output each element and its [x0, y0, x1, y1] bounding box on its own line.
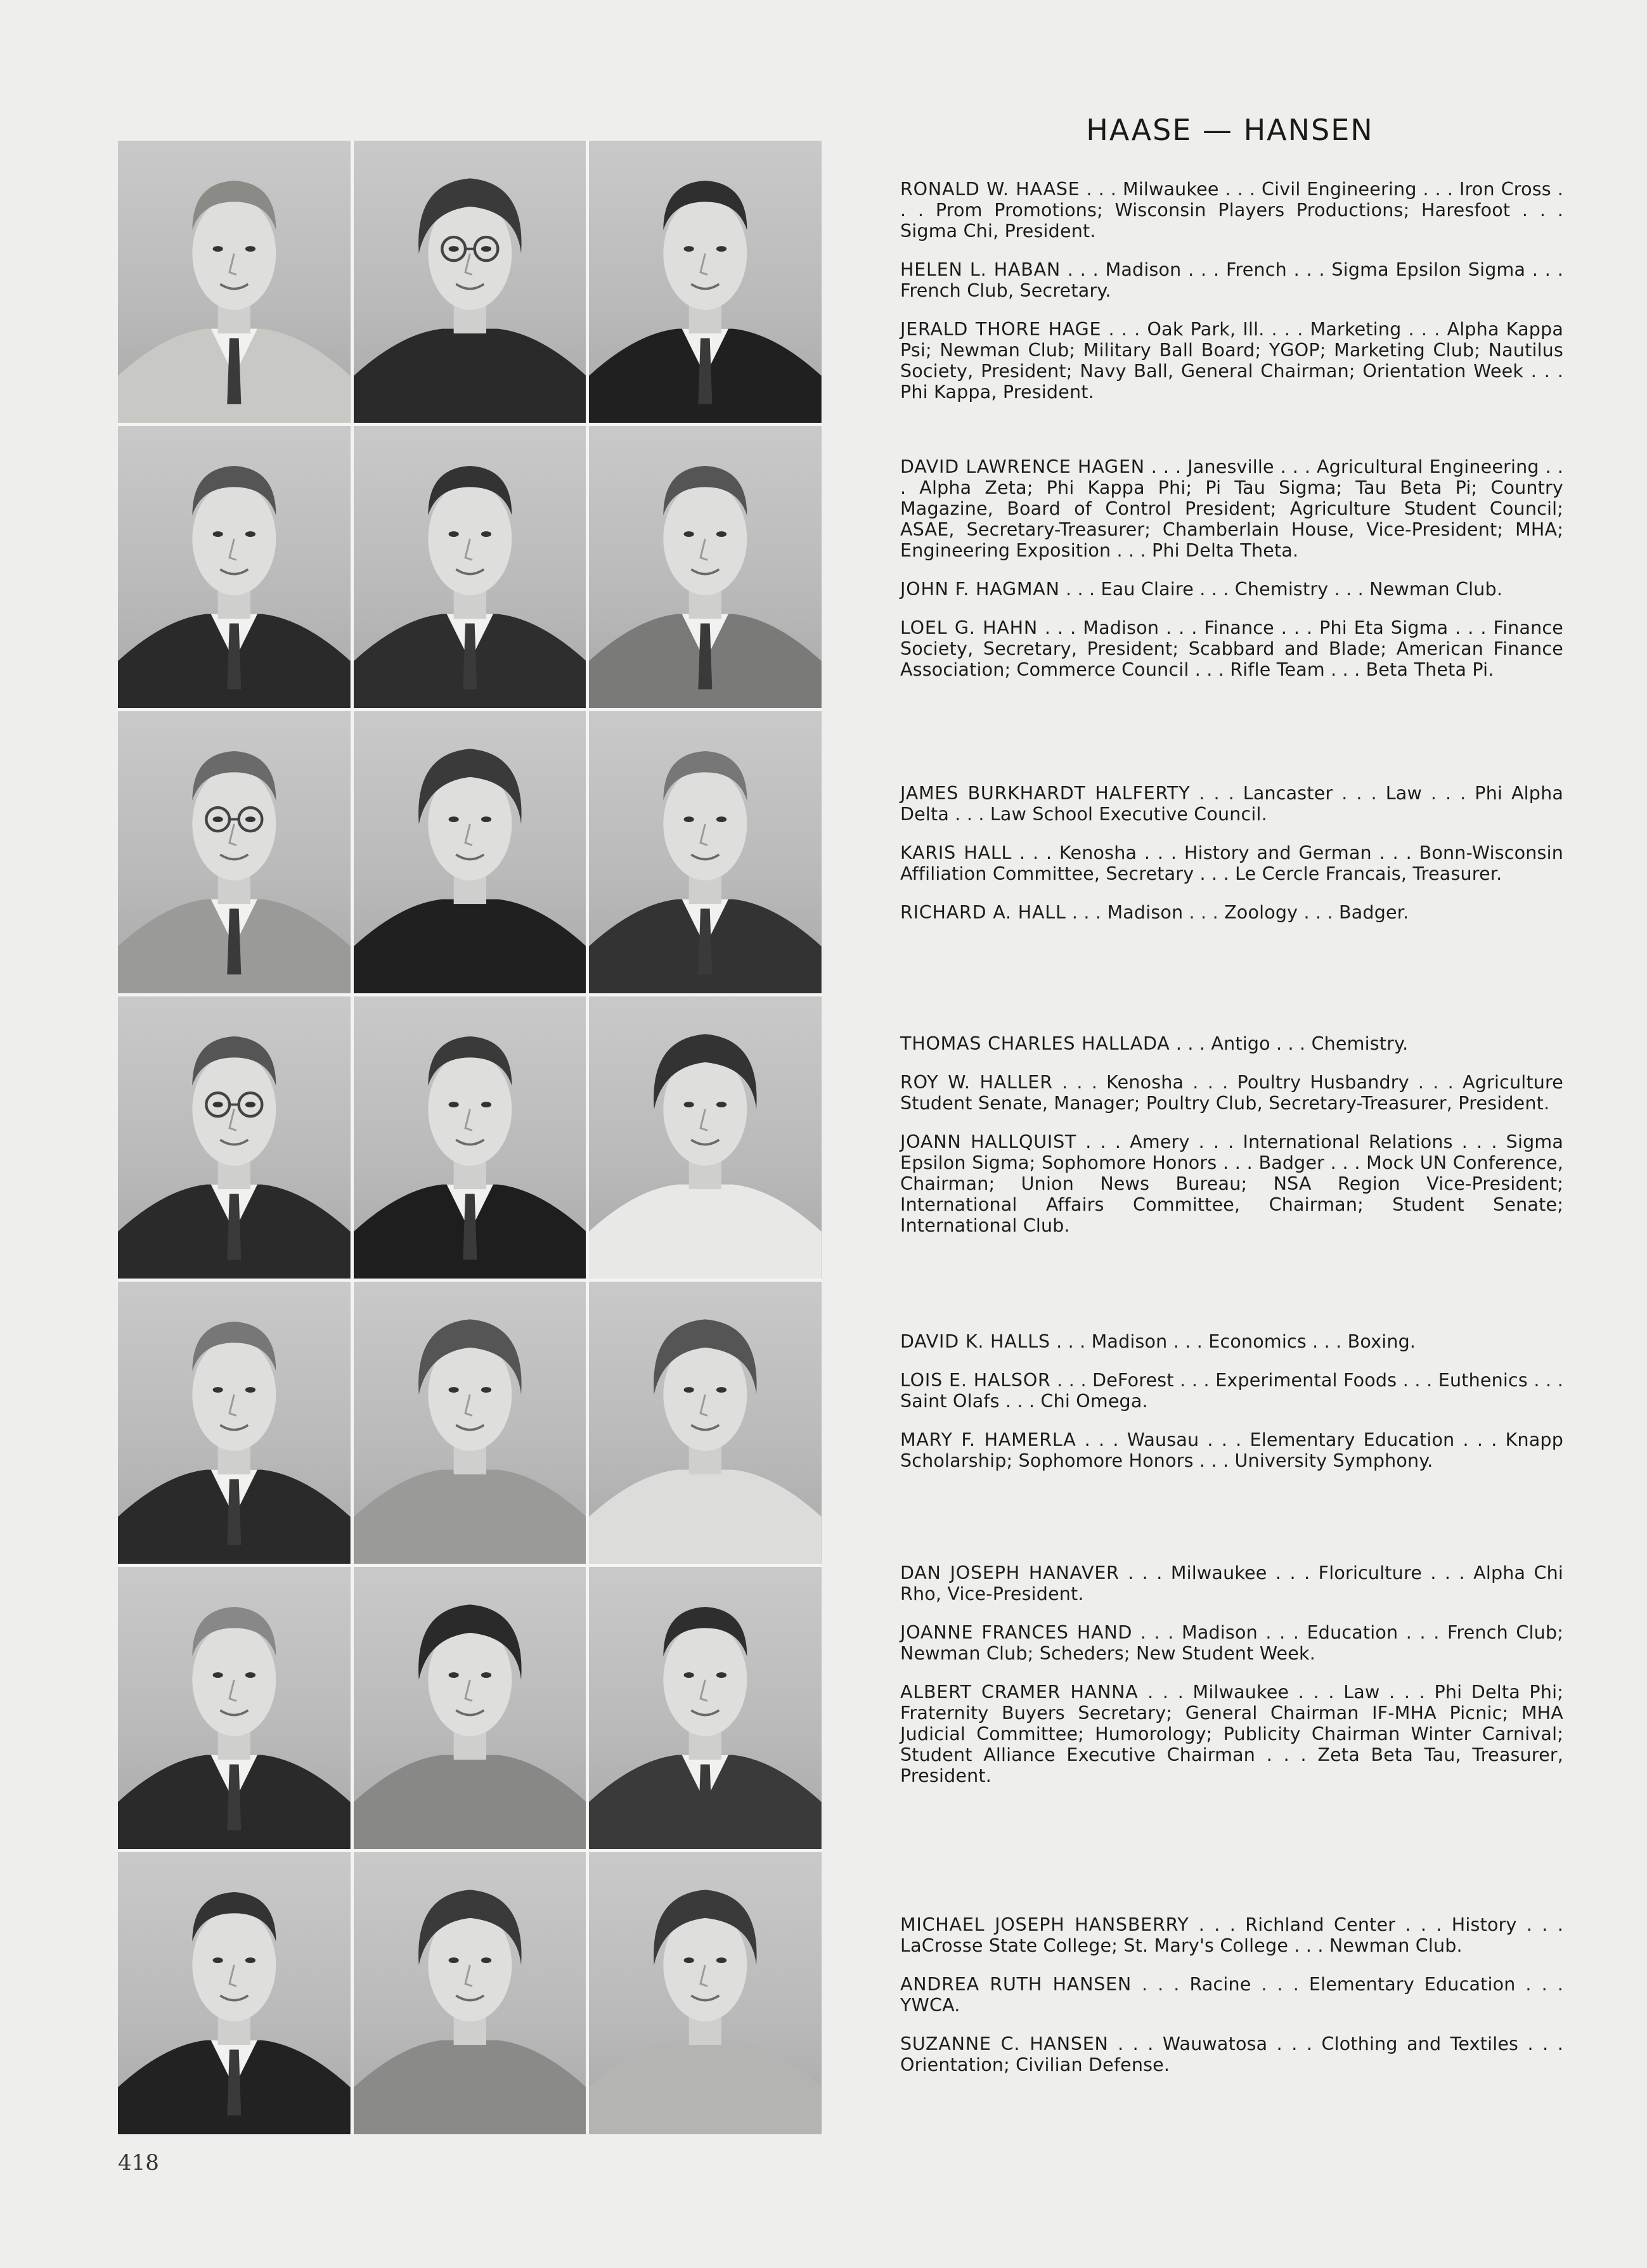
entry-group: [900, 1562, 1563, 1804]
student-details: . . . Antigo . . . Chemistry.: [1170, 1033, 1409, 1054]
student-entry: [900, 1331, 1563, 1352]
entry-group: [900, 1914, 1563, 2093]
entry-group: [900, 783, 1563, 941]
student-portrait: [118, 426, 351, 708]
student-details: . . . Madison . . . Zoology . . . Badger.: [1066, 902, 1409, 923]
student-entry: [900, 842, 1563, 884]
student-name: RICHARD A. HALL: [900, 902, 1066, 923]
student-portrait: [354, 1567, 586, 1849]
student-entry: [900, 179, 1563, 242]
student-portrait: [354, 141, 586, 423]
student-portrait: [589, 426, 822, 708]
student-entry: [900, 1072, 1563, 1114]
entry-group: [900, 1033, 1563, 1254]
student-details: . . . Oak Park, Ill. . . . Marketing . . . Alpha Kappa Psi; Newman Club; Military Ball Board; YGOP; Marketing Club; Nautilus Society, President; Navy Ball, General Chairman; Orientation Week . . . Phi Kappa, President.: [900, 319, 1564, 403]
student-details: . . . Kenosha . . . Poultry Husbandry . . . Agriculture Student Senate, Manager; Poultry Club, Secretary-Treasurer, President.: [900, 1072, 1563, 1114]
student-name: ALBERT CRAMER HANNA: [900, 1682, 1139, 1703]
student-details: . . . Madison . . . French . . . Sigma Epsilon Sigma . . . French Club, Secretary.: [900, 259, 1563, 301]
student-portrait: [354, 1282, 586, 1564]
student-portrait: [354, 1852, 586, 2134]
portrait-grid: [118, 141, 822, 2134]
entry-group: [900, 179, 1563, 420]
student-entry: [900, 1429, 1563, 1471]
student-details: . . . Milwaukee . . . Civil Engineering . . . Iron Cross . . . Prom Promotions; Wisconsin Players Productions; Haresfoot . . . Sigma Chi, President.: [900, 179, 1564, 242]
student-entry: [900, 579, 1563, 600]
student-portrait: [589, 1567, 822, 1849]
student-name: LOEL G. HAHN: [900, 617, 1038, 638]
student-name: JOANNE FRANCES HAND: [900, 1622, 1133, 1643]
student-name: JERALD THORE HAGE: [900, 319, 1102, 340]
student-entry: [900, 259, 1563, 301]
student-portrait: [589, 141, 822, 423]
student-portrait: [589, 1282, 822, 1564]
student-details: . . . Amery . . . International Relations . . . Sigma Epsilon Sigma; Sophomore Honors . . . Badger . . . Mock UN Conference, Chairman; Union News Bureau; NSA Region Vice-President; International Affairs Committee, Chairman; Student Senate; International Club.: [900, 1131, 1563, 1236]
student-name: DAVID K. HALLS: [900, 1331, 1050, 1352]
student-portrait: [118, 141, 351, 423]
student-details: . . . Kenosha . . . History and German . . . Bonn-Wisconsin Affiliation Committee, Secretary . . . Le Cercle Francais, Treasurer.: [900, 842, 1563, 884]
student-name: HELEN L. HABAN: [900, 259, 1061, 280]
student-portrait: [118, 1282, 351, 1564]
student-name: ROY W. HALLER: [900, 1072, 1053, 1093]
student-portrait: [118, 1852, 351, 2134]
student-details: . . . Milwaukee . . . Law . . . Phi Delta Phi; Fraternity Buyers Secretary; General Chairman IF-MHA Picnic; MHA Judicial Committee; Humorology; Publicity Chairman Winter Carnival; Student Alliance Executive Chairman . . . Zeta Beta Tau, Treasurer, President.: [900, 1682, 1563, 1786]
student-portrait: [118, 1567, 351, 1849]
student-name: THOMAS CHARLES HALLADA: [900, 1033, 1170, 1054]
student-name: MICHAEL JOSEPH HANSBERRY: [900, 1914, 1189, 1935]
student-entry: [900, 2033, 1563, 2075]
student-entry: [900, 1914, 1563, 1956]
student-name: JOHN F. HAGMAN: [900, 579, 1060, 600]
student-portrait: [118, 996, 351, 1279]
student-entry: [900, 617, 1563, 680]
student-details: . . . Madison . . . Education . . . French Club; Newman Club; Scheders; New Student Week.: [900, 1622, 1563, 1664]
student-entry: [900, 456, 1563, 561]
student-entry: [900, 783, 1563, 825]
student-portrait: [589, 996, 822, 1279]
student-name: SUZANNE C. HANSEN: [900, 2033, 1109, 2054]
student-portrait: [589, 711, 822, 993]
student-details: . . . Wauwatosa . . . Clothing and Textiles . . . Orientation; Civilian Defense.: [900, 2033, 1563, 2075]
student-portrait: [589, 1852, 822, 2134]
student-portrait: [354, 711, 586, 993]
student-entry: [900, 902, 1563, 923]
student-name: DAN JOSEPH HANAVER: [900, 1562, 1120, 1583]
student-details: . . . Lancaster . . . Law . . . Phi Alpha Delta . . . Law School Executive Council.: [900, 783, 1563, 825]
student-name: LOIS E. HALSOR: [900, 1370, 1051, 1391]
student-details: . . . Madison . . . Economics . . . Boxing.: [1050, 1331, 1416, 1352]
student-name: DAVID LAWRENCE HAGEN: [900, 456, 1145, 477]
student-portrait: [354, 426, 586, 708]
student-details: . . . Racine . . . Elementary Education . . . YWCA.: [900, 1974, 1563, 2016]
student-details: . . . Milwaukee . . . Floriculture . . . Alpha Chi Rho, Vice-President.: [900, 1562, 1563, 1604]
student-name: JOANN HALLQUIST: [900, 1131, 1077, 1152]
student-entry: [900, 1370, 1563, 1412]
student-details: . . . Richland Center . . . History . . . LaCrosse State College; St. Mary's College . . . Newman Club.: [900, 1914, 1563, 1956]
student-portrait: [354, 996, 586, 1279]
student-entry: [900, 1131, 1563, 1236]
student-details: . . . Wausau . . . Elementary Education . . . Knapp Scholarship; Sophomore Honors . . . University Symphony.: [900, 1429, 1563, 1471]
student-entry: [900, 1033, 1563, 1054]
page-title: HAASE — HANSEN: [1086, 113, 1374, 147]
student-name: RONALD W. HAASE: [900, 179, 1080, 200]
student-details: . . . Eau Claire . . . Chemistry . . . Newman Club.: [1059, 579, 1503, 600]
student-name: JAMES BURKHARDT HALFERTY: [900, 783, 1191, 804]
student-details: . . . DeForest . . . Experimental Foods . . . Euthenics . . . Saint Olafs . . . Chi Omega.: [900, 1370, 1563, 1412]
student-details: . . . Madison . . . Finance . . . Phi Eta Sigma . . . Finance Society, Secretary, President; Scabbard and Blade; American Finance Association; Commerce Council . . . Rifle Team . . . Beta Theta Pi.: [900, 617, 1563, 680]
student-entry: [900, 1562, 1563, 1604]
entry-group: [900, 1331, 1563, 1489]
student-name: KARIS HALL: [900, 842, 1012, 863]
student-entry: [900, 1974, 1563, 2016]
student-name: ANDREA RUTH HANSEN: [900, 1974, 1132, 1995]
student-entry: [900, 1682, 1563, 1786]
student-name: MARY F. HAMERLA: [900, 1429, 1076, 1450]
student-portrait: [118, 711, 351, 993]
student-entry: [900, 319, 1563, 403]
student-details: . . . Janesville . . . Agricultural Engineering . . . Alpha Zeta; Phi Kappa Phi; Pi Tau Sigma; Tau Beta Pi; Country Magazine, Board of Control President; Agriculture Student Council; ASAE, Secretary-Treasurer; Chamberlain House, Vice-President; MHA; Engineering Exposition . . . Phi Delta Theta.: [900, 456, 1563, 561]
student-entry: [900, 1622, 1563, 1664]
entry-group: [900, 456, 1563, 698]
page-number: 418: [118, 2150, 159, 2175]
